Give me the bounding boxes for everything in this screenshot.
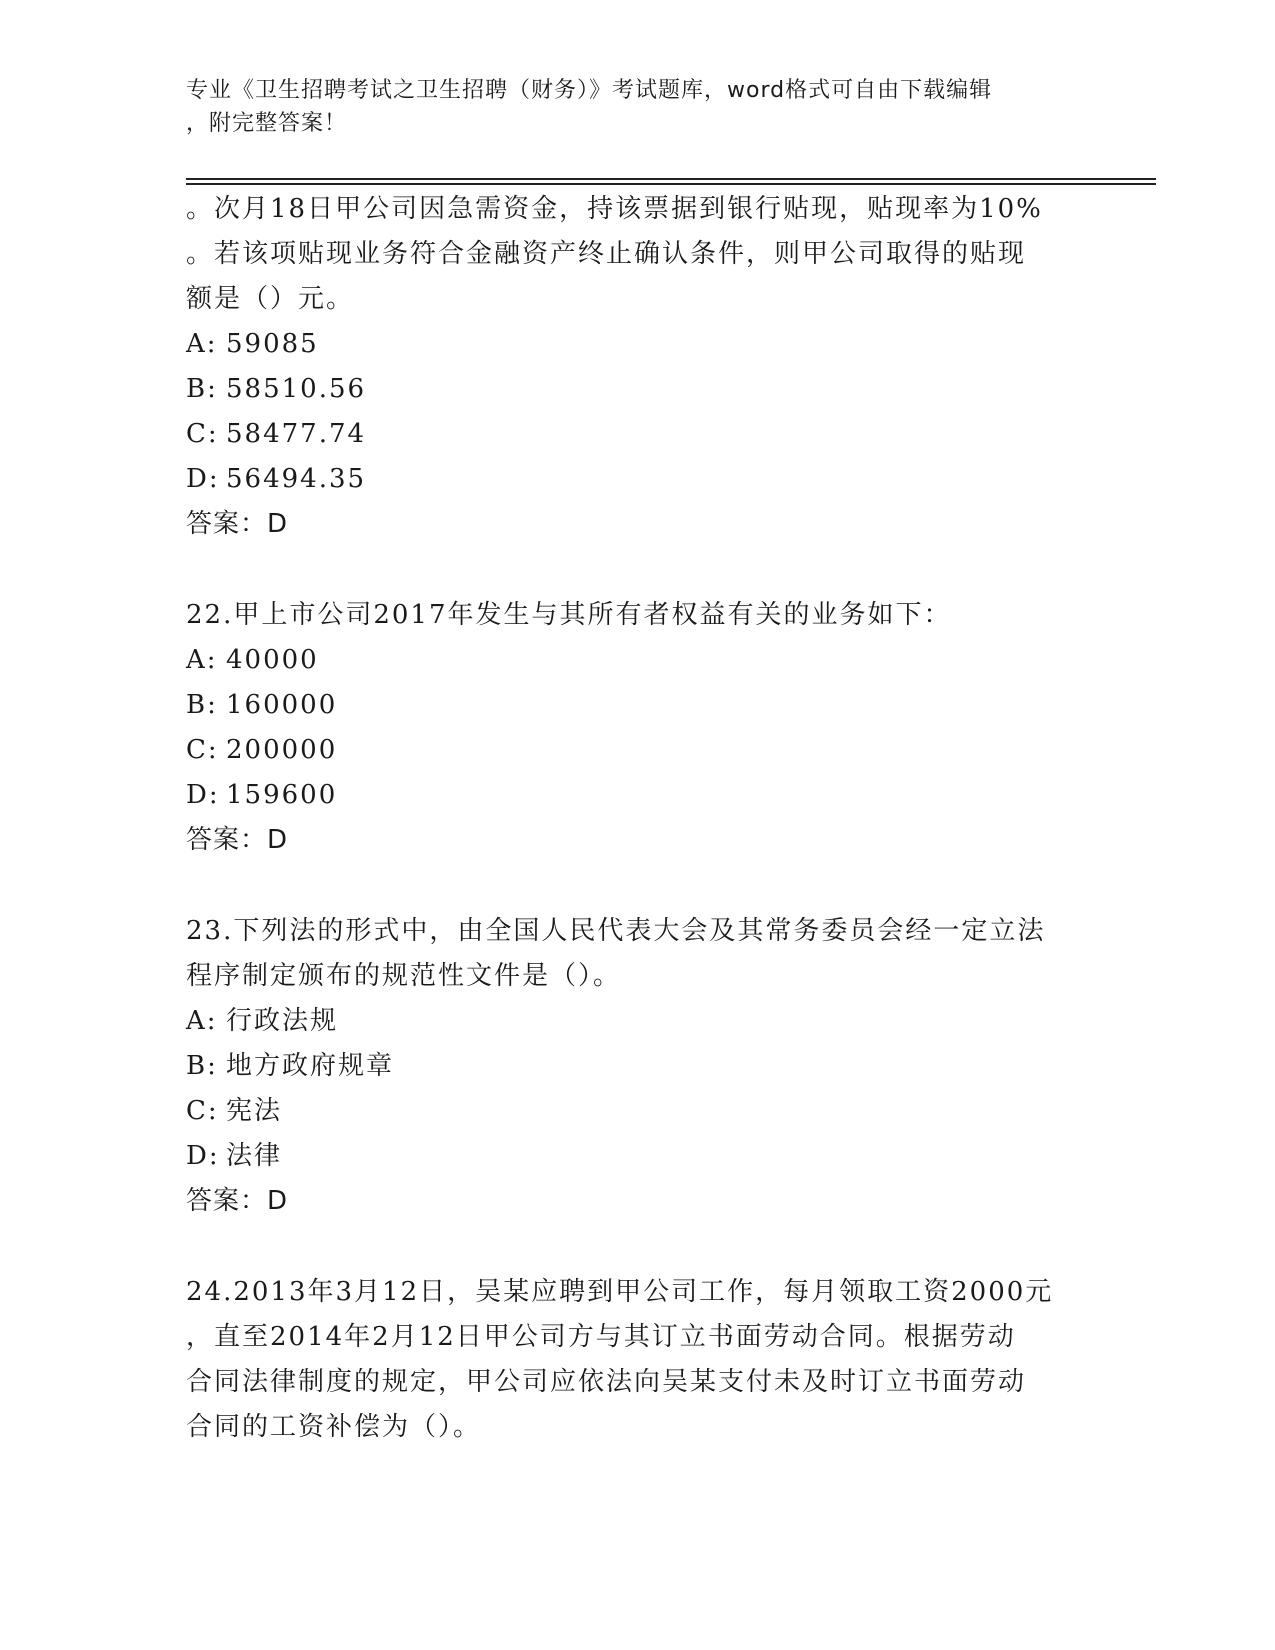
- question-22-option-a: A: 40000: [186, 645, 319, 675]
- question-24-text-line-2: ，直至2014年2月12日甲公司方与其订立书面劳动合同。根据劳动: [186, 1322, 1016, 1352]
- question-21-text-line-2: 。若该项贴现业务符合金融资产终止确认条件，则甲公司取得的贴现: [186, 239, 1027, 269]
- question-21-text-line-1: 。次月18日甲公司因急需资金，持该票据到银行贴现，贴现率为10%: [186, 194, 1043, 224]
- header-line-1: 专业《卫生招聘考试之卫生招聘（财务）》考试题库，word格式可自由下载编辑: [186, 78, 993, 103]
- question-23-option-b: B: 地方政府规章: [186, 1051, 395, 1081]
- question-22-option-c: C: 200000: [186, 735, 338, 765]
- question-21-text-line-3: 额是（）元。: [186, 284, 355, 314]
- question-21-option-b: B: 58510.56: [186, 374, 367, 404]
- question-24-text-line-3: 合同法律制度的规定，甲公司应依法向吴某支付未及时订立书面劳动: [186, 1367, 1027, 1397]
- question-21-option-d: D: 56494.35: [186, 464, 367, 494]
- question-23-option-a: A: 行政法规: [186, 1006, 339, 1036]
- question-23-answer: 答案：D: [186, 1186, 289, 1216]
- header-divider-top: [186, 178, 1156, 180]
- question-22-answer: 答案：D: [186, 825, 289, 855]
- question-23-option-c: C: 宪法: [186, 1096, 283, 1126]
- question-21-option-a: A: 59085: [186, 329, 319, 359]
- question-22-option-b: B: 160000: [186, 690, 338, 720]
- question-24-text-line-1: 24.2013年3月12日，吴某应聘到甲公司工作，每月领取工资2000元: [186, 1277, 1054, 1307]
- question-23-text-line-2: 程序制定颁布的规范性文件是（）。: [186, 961, 622, 991]
- document-header: [186, 74, 1086, 140]
- question-21-answer: 答案：D: [186, 509, 289, 539]
- question-24-text-line-4: 合同的工资补偿为（）。: [186, 1412, 482, 1442]
- header-line-2: ，附完整答案！: [186, 111, 348, 136]
- question-23-option-d: D: 法律: [186, 1141, 283, 1171]
- question-22-option-d: D: 159600: [186, 780, 338, 810]
- header-divider-bottom: [186, 183, 1156, 185]
- question-22-text-line-1: 22.甲上市公司2017年发生与其所有者权益有关的业务如下：: [186, 600, 952, 630]
- question-21-option-c: C: 58477.74: [186, 419, 367, 449]
- question-23-text-line-1: 23.下列法的形式中，由全国人民代表大会及其常务委员会经一定立法: [186, 916, 1046, 946]
